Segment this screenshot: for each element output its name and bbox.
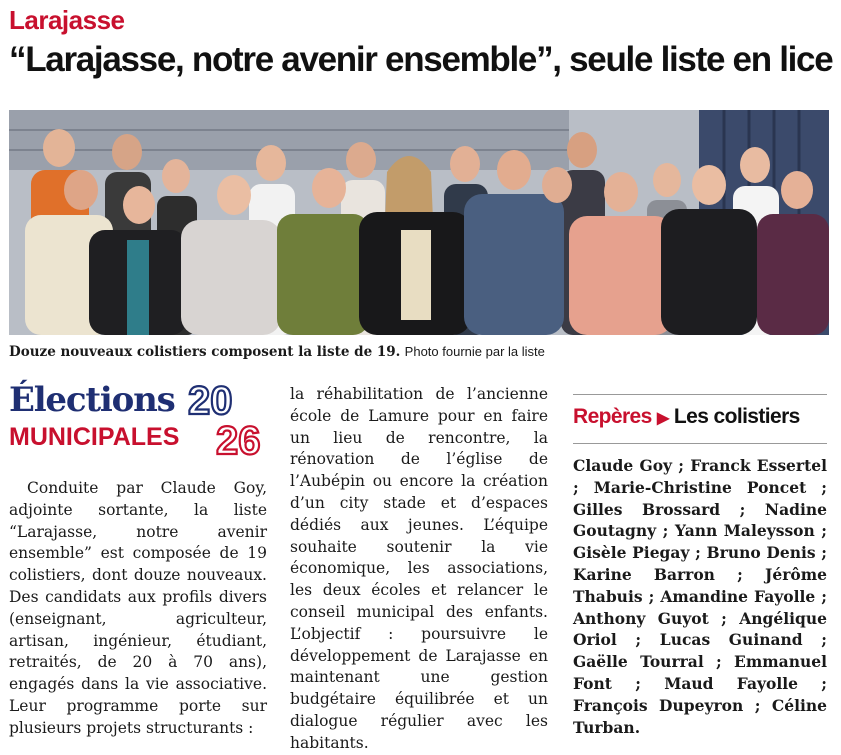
article-body-column-2: la réhabilitation de l’ancienne école de Lamure pour en faire un lieu de rencontre, la rénovation de l’église de l’Aubépin ou encore la création d’un city stade et d’espaces dédiés aux jeunes. L’équipe souhaite soutenir la vie économique, les associations, les deux écoles et relancer le conseil municipal des enfants. L’objectif : poursuivre le développement de Larajasse en maintenant une gestion budgétaire équilibrée et un dialogue régulier avec les habitants.	[290, 385, 548, 752]
sidebar-heading	[573, 405, 800, 429]
sidebar-top-divider	[573, 394, 827, 395]
triangle-right-icon: ▶	[656, 410, 669, 427]
caption-text: Douze nouveaux colistiers composent la liste de 19.	[9, 344, 401, 360]
elections-logo	[9, 380, 279, 460]
logo-municipales-text: MUNICIPALES	[9, 423, 180, 451]
sidebar-label: Repères	[573, 405, 652, 428]
article-body-column-1: Conduite par Claude Goy, adjointe sortante, la liste “Larajasse, notre avenir ensemble” est composée de 19 colistiers, dont douze nouveaux. Des candidats aux profils divers (enseignant, agriculteur, artisan, ingénieur, étudiant, retraités, de 20 à 70 ans), engagés dans la vie associative. Leur programme porte sur plusieurs projets structurants :	[9, 479, 267, 737]
photo-credit: Photo fournie par la liste	[404, 344, 545, 359]
headline: “Larajasse, notre avenir ensemble”, seule liste en lice	[9, 40, 833, 79]
logo-year-bottom: 26	[216, 419, 261, 460]
group-photo	[9, 110, 829, 335]
logo-year-top: 20	[188, 380, 233, 423]
sidebar-title: Les colistiers	[673, 405, 800, 428]
logo-year-graphic	[186, 380, 281, 460]
colistiers-list: Claude Goy ; Franck Essertel ; Marie-Christine Poncet ; Gilles Brossard ; Nadine Goutagny ; Yann Maleysson ; Gisèle Piegay ; Bruno Denis ; Karine Barron ; Jérôme Thabuis ; Amandine Fayolle ; Anthony Guyot ; Angélique Oriol ; Lucas Guinand ; Gaëlle Tourral ; Emmanuel Font ; Maud Fayolle ; François Dupeyron ; Céline Turban.	[573, 456, 827, 737]
logo-elections-text: Élections	[9, 380, 175, 420]
photo-caption	[9, 344, 545, 360]
group-photo-illustration	[9, 110, 829, 335]
section-kicker: Larajasse	[9, 5, 125, 35]
sidebar-heading-divider	[573, 443, 827, 444]
